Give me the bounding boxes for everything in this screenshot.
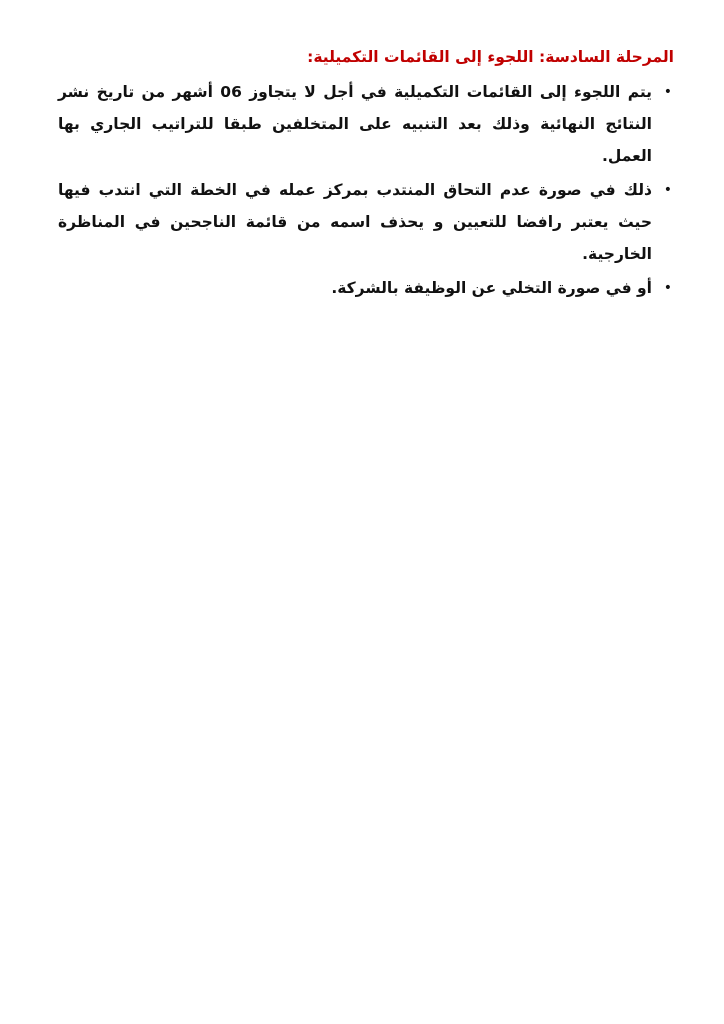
bullet-item xyxy=(58,272,674,304)
bullet-text: أو في صورة التخلي عن الوظيفة بالشركة. xyxy=(331,279,652,297)
bullet-icon: • xyxy=(663,280,672,296)
bullet-list xyxy=(58,76,674,304)
bullet-text: ذلك في صورة عدم التحاق المنتدب بمركز عمله في الخطة التي انتدب فيها حيث يعتبر رافضا للتعيين و يحذف اسمه من قائمة الناجحين في المناظرة الخارجية. xyxy=(58,181,652,263)
document-content xyxy=(58,44,674,306)
bullet-item xyxy=(58,174,674,270)
bullet-icon: • xyxy=(663,182,672,198)
bullet-text: يتم اللجوء إلى القائمات التكميلية في أجل لا يتجاوز 06 أشهر من تاريخ نشر النتائج النهائية وذلك بعد التنبيه على المتخلفين طبقا للتراتيب الجاري بها العمل. xyxy=(58,83,652,165)
bullet-icon: • xyxy=(663,84,672,100)
section-heading: المرحلة السادسة: اللجوء إلى القائمات التكميلية: xyxy=(307,48,674,66)
bullet-item xyxy=(58,76,674,172)
